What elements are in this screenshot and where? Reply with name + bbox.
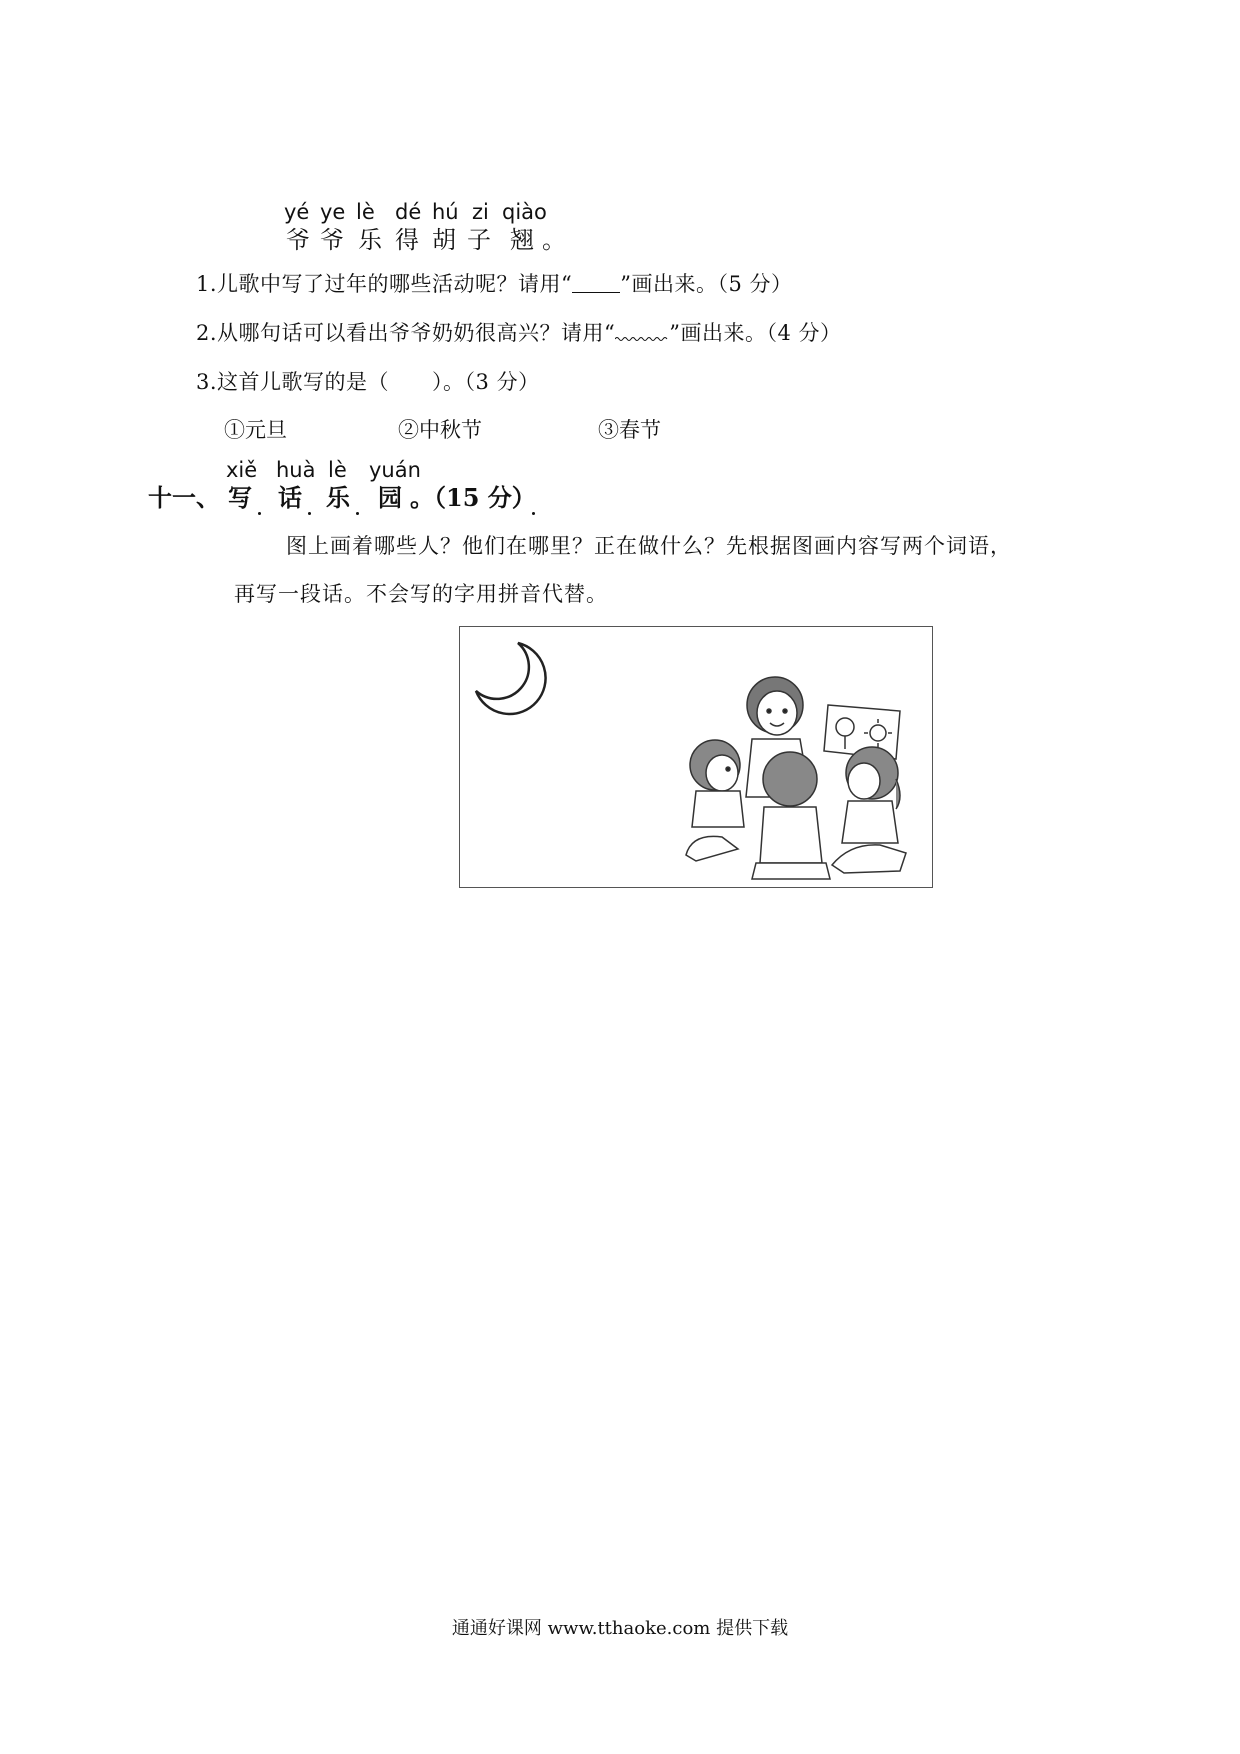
footer-source-text: 通通好课网 www.tthaoke.com 提供下载 <box>451 1618 789 1639</box>
wavy-underline-sample <box>615 321 669 342</box>
pinyin-syllable: huà <box>276 458 316 482</box>
pinyin-syllable: ye <box>320 200 346 224</box>
question-text: 这首儿歌写的是（ ）。（3 分） <box>217 370 540 394</box>
emphasis-dot <box>308 512 311 515</box>
hanzi-char: 胡 <box>432 226 456 254</box>
hanzi-char: 得 <box>395 226 419 254</box>
question-text: ”画出来。（5 分） <box>620 272 793 296</box>
question-3 <box>196 366 540 396</box>
hanzi-char: 乐 <box>358 226 382 254</box>
emphasis-dot <box>258 512 261 515</box>
question-text: 儿歌中写了过年的哪些活动呢？请用“ <box>217 272 573 296</box>
option-b[interactable]: ②中秋节 <box>398 418 482 442</box>
title-char: 园 <box>378 483 402 512</box>
option-c[interactable]: ③春节 <box>598 418 661 442</box>
pinyin-syllable: lè <box>328 458 347 482</box>
title-char: 话 <box>278 483 302 512</box>
hanzi-char: 子 <box>467 226 491 254</box>
hanzi-char: 翘 <box>510 226 534 254</box>
straight-underline-sample <box>572 271 620 293</box>
pinyin-syllable: yé <box>284 200 310 224</box>
pinyin-syllable: lè <box>356 200 375 224</box>
boy-figure-middle <box>752 752 830 879</box>
moon-icon <box>476 643 546 714</box>
pinyin-syllable: xiě <box>226 458 258 482</box>
boy-figure-left <box>686 740 744 861</box>
question-1 <box>196 268 793 298</box>
section-number: 十一、 <box>148 483 220 512</box>
title-char: 乐 <box>326 483 350 512</box>
hanzi-char: 爷 <box>286 226 310 254</box>
question-number: 3. <box>196 370 218 394</box>
question-number: 2. <box>196 321 218 345</box>
emphasis-dot <box>356 512 359 515</box>
hanzi-char: 。 <box>542 226 566 254</box>
moon-and-children-illustration <box>460 627 931 886</box>
pinyin-syllable: dé <box>395 200 422 224</box>
question-text: 从哪句话可以看出爷爷奶奶很高兴？请用“ <box>217 321 616 345</box>
question-2 <box>196 317 842 347</box>
pinyin-syllable: zi <box>472 200 489 224</box>
prompt-line-1: 图上画着哪些人？他们在哪里？正在做什么？先根据图画内容写两个词语， <box>286 534 1012 558</box>
question-number: 1. <box>196 272 218 296</box>
question-text: ”画出来。（4 分） <box>669 321 842 345</box>
emphasis-dot <box>532 512 535 515</box>
hanzi-char: 爷 <box>320 226 344 254</box>
title-end: 。（15 分） <box>410 483 536 512</box>
girl-figure-right <box>832 747 906 873</box>
pinyin-syllable: qiào <box>502 200 547 224</box>
prompt-line-2: 再写一段话。不会写的字用拼音代替。 <box>234 582 608 606</box>
option-a[interactable]: ①元旦 <box>224 418 287 442</box>
illustration-frame <box>459 626 933 888</box>
title-char: 写 <box>228 483 252 512</box>
pinyin-syllable: yuán <box>369 458 421 482</box>
pinyin-syllable: hú <box>432 200 459 224</box>
